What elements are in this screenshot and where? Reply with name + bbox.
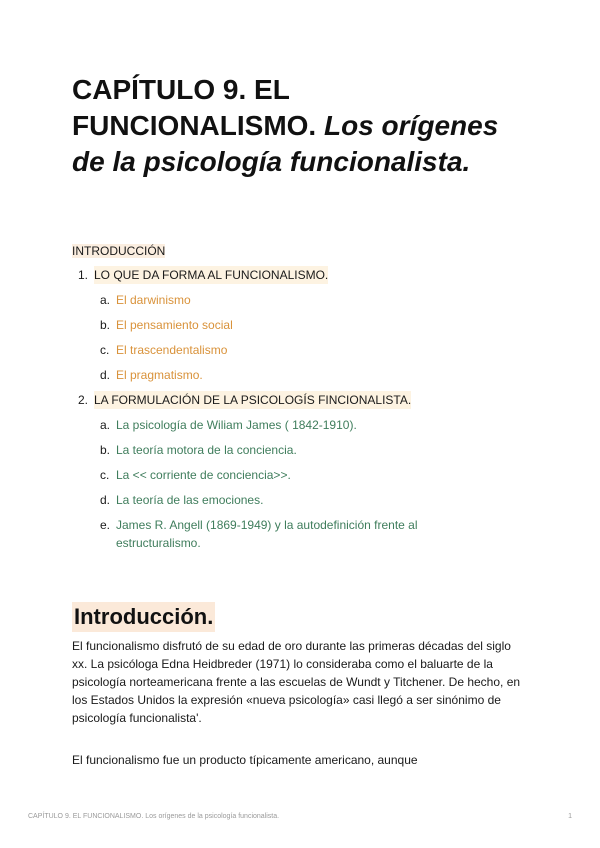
- toc-subitems-1: [72, 291, 532, 384]
- toc-heading-link[interactable]: INTRODUCCIÓN: [72, 244, 166, 258]
- toc-letter: a.: [100, 293, 111, 307]
- footer-title: CAPÍTULO 9. EL FUNCIONALISMO. Los orígenes de la psicología funcionalista.: [28, 813, 280, 820]
- toc-link-corriente-conciencia[interactable]: La << corriente de conciencia>>.: [116, 468, 291, 482]
- section-heading-introduccion: Introducción.: [72, 602, 215, 632]
- toc-subitem: [72, 341, 532, 359]
- title-main: CAPÍTULO 9. EL FUNCIONALISMO.: [72, 74, 324, 141]
- toc-link-angell[interactable]: James R. Angell (1869-1949) y la autodefinición frente al estructuralismo.: [116, 518, 418, 550]
- toc-subitem: [72, 316, 532, 334]
- toc-subitem: [72, 441, 532, 459]
- toc-subitems-2: [72, 416, 532, 552]
- table-of-contents: [72, 266, 532, 559]
- toc-link-pragmatismo[interactable]: El pragmatismo.: [116, 368, 203, 382]
- toc-letter: b.: [100, 443, 111, 457]
- toc-subitem: [72, 491, 532, 509]
- title-subtitle: Los orígenes de la psicología funcionalista.: [72, 110, 499, 177]
- toc-letter: d.: [100, 493, 111, 507]
- body-paragraph: El funcionalismo disfrutó de su edad de oro durante las primeras décadas del siglo xx. La psicóloga Edna Heidbreder (1971) lo consideraba como el baluarte de la psicología norteamericana frente a las escuelas de Wundt y Titchener. De hecho, en los Estados Unidos la expresión «nueva psicología» casi llegó a ser sinónimo de psicología funcionalista'.: [72, 639, 521, 725]
- page-footer: [28, 812, 572, 822]
- toc-link-teoria-emociones[interactable]: La teoría de las emociones.: [116, 493, 264, 507]
- toc-item-1: [72, 266, 532, 384]
- toc-letter: e.: [100, 518, 111, 532]
- toc-letter: c.: [100, 468, 110, 482]
- toc-subitem: [72, 516, 532, 552]
- toc-heading[interactable]: [72, 242, 165, 260]
- toc-link-formulacion[interactable]: LA FORMULACIÓN DE LA PSICOLOGÍS FINCIONALISTA.: [94, 393, 412, 407]
- toc-number: 1.: [78, 268, 89, 282]
- toc-letter: b.: [100, 318, 111, 332]
- toc-number: 2.: [78, 393, 89, 407]
- toc-link-pensamiento-social[interactable]: El pensamiento social: [116, 318, 233, 332]
- toc-link-teoria-motora[interactable]: La teoría motora de la conciencia.: [116, 443, 297, 457]
- toc-link-darwinismo[interactable]: El darwinismo: [116, 293, 191, 307]
- toc-link-william-james[interactable]: La psicología de Wiliam James ( 1842-1910).: [116, 418, 357, 432]
- page-title: [72, 72, 532, 180]
- toc-letter: a.: [100, 418, 111, 432]
- body-paragraph: El funcionalismo fue un producto típicamente americano, aunque: [72, 753, 418, 767]
- toc-subitem: [72, 291, 532, 309]
- toc-link-lo-que-da-forma[interactable]: LO QUE DA FORMA AL FUNCIONALISMO.: [94, 268, 329, 282]
- toc-subitem: [72, 416, 532, 434]
- toc-subitem: [72, 366, 532, 384]
- toc-item-2: [72, 391, 532, 552]
- toc-letter: d.: [100, 368, 111, 382]
- page-number: 1: [568, 813, 572, 820]
- toc-subitem: [72, 466, 532, 484]
- toc-letter: c.: [100, 343, 110, 357]
- toc-link-trascendentalismo[interactable]: El trascendentalismo: [116, 343, 228, 357]
